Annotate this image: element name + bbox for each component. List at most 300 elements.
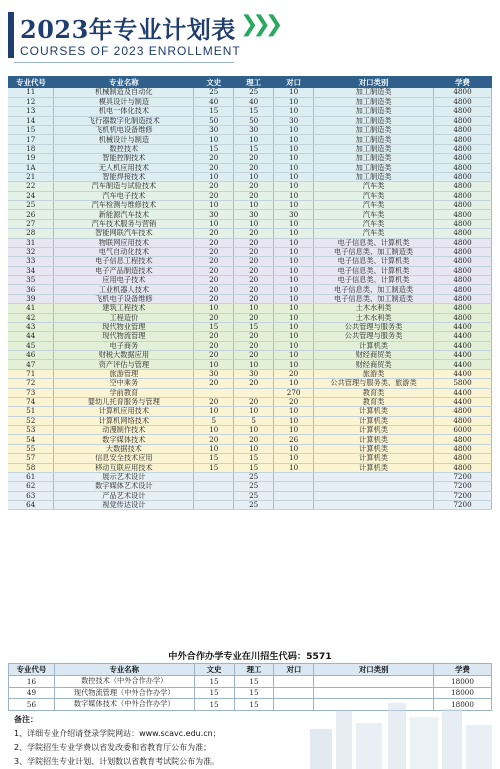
table-cell: 52 [8, 416, 54, 425]
table-cell: 30 [194, 369, 234, 378]
table-row [8, 182, 492, 191]
table-cell: 10 [274, 351, 314, 360]
table-cell: 71 [8, 369, 54, 378]
table-cell [274, 472, 314, 481]
table-cell: 44 [8, 332, 54, 341]
table-cell: 无人机应用技术 [54, 163, 194, 172]
table-cell: 10 [274, 341, 314, 350]
table-cell: 10 [194, 426, 234, 435]
table-cell: 10 [194, 172, 234, 181]
table-cell: 10 [274, 322, 314, 331]
table-cell: 4800 [434, 247, 492, 256]
table-cell: 教育类 [314, 397, 434, 406]
table-cell: 20 [234, 332, 274, 341]
table-cell: 1A [8, 163, 54, 172]
table-cell: 4800 [434, 435, 492, 444]
table-cell: 15 [234, 107, 274, 116]
table-cell: 15 [234, 463, 274, 472]
table-cell [314, 687, 434, 699]
table-cell: 45 [8, 341, 54, 350]
table-cell: 7200 [434, 491, 492, 500]
table-cell: 20 [194, 276, 234, 285]
table-row [8, 238, 492, 247]
table-cell: 14 [8, 116, 54, 125]
table-cell: 16 [9, 676, 55, 688]
table-cell: 20 [234, 351, 274, 360]
table-cell [314, 501, 434, 510]
table-cell: 4800 [434, 107, 492, 116]
table-cell: 加工制造类 [314, 172, 434, 181]
table-cell: 数字媒体艺术设计 [54, 482, 194, 491]
table-cell: 展示艺术设计 [54, 472, 194, 481]
table-cell: 20 [234, 154, 274, 163]
table-cell: 电子信息类、计算机类 [314, 266, 434, 275]
table-cell: 4800 [434, 294, 492, 303]
table-cell: 20 [194, 229, 234, 238]
note-item: 2、学院招生专业学费以省发改委和省教育厅公布为准； [14, 743, 212, 752]
table-cell: 汽车类 [314, 191, 434, 200]
table-cell: 飞机电子设备维修 [54, 294, 194, 303]
title-divider [14, 62, 234, 63]
table-cell [234, 388, 274, 397]
table-cell: 4800 [434, 416, 492, 425]
table-cell: 汽车制造与试验技术 [54, 182, 194, 191]
table-cell: 12 [8, 97, 54, 106]
table-cell: 飞机机电设备维修 [54, 126, 194, 135]
table-cell: 10 [234, 426, 274, 435]
table-cell: 旅游类 [314, 369, 434, 378]
table-cell: 10 [274, 416, 314, 425]
table-cell: 26 [274, 435, 314, 444]
table-row [8, 201, 492, 210]
table-cell: 13 [8, 107, 54, 116]
table-cell: 10 [274, 257, 314, 266]
table-cell: 公共管理与服务类、旅游类 [314, 379, 434, 388]
table-row [8, 388, 492, 397]
table-row [8, 369, 492, 378]
table-cell: 25 [234, 472, 274, 481]
table-cell: 加工制造类 [314, 126, 434, 135]
table-cell: 20 [274, 369, 314, 378]
table-cell: 18 [8, 144, 54, 153]
table-cell: 10 [234, 444, 274, 453]
table-cell: 4800 [434, 304, 492, 313]
table-cell: 10 [234, 219, 274, 228]
table-cell: 18000 [434, 676, 492, 688]
table-cell: 计算机应用技术 [54, 407, 194, 416]
table-cell: 15 [234, 144, 274, 153]
table-cell: 30 [194, 126, 234, 135]
table-cell: 10 [274, 219, 314, 228]
table-cell: 55 [8, 444, 54, 453]
table-cell: 4800 [434, 88, 492, 97]
table-cell: 智能焊接技术 [54, 172, 194, 181]
table-cell: 47 [8, 360, 54, 369]
table-cell: 10 [274, 463, 314, 472]
table-cell: 20 [194, 238, 234, 247]
table-cell: 公共管理与服务类 [314, 332, 434, 341]
table-row [8, 379, 492, 388]
table-cell: 30 [194, 210, 234, 219]
table-cell: 智能控制技术 [54, 154, 194, 163]
table-cell: 20 [194, 332, 234, 341]
table-cell: 10 [274, 276, 314, 285]
table-cell: 机械制造及自动化 [54, 88, 194, 97]
table-cell: 4800 [434, 210, 492, 219]
table-cell [274, 676, 314, 688]
table-cell: 4800 [434, 229, 492, 238]
table-cell: 4800 [434, 135, 492, 144]
table-cell: 电子信息工程技术 [54, 257, 194, 266]
table-row [8, 135, 492, 144]
table-cell: 20 [194, 313, 234, 322]
table-cell: 汽车类 [314, 182, 434, 191]
table-cell: 土木水利类 [314, 304, 434, 313]
table-cell: 电子信息类、加工制造类 [314, 247, 434, 256]
table-cell: 53 [8, 426, 54, 435]
table-cell [274, 687, 314, 699]
table-cell: 72 [8, 379, 54, 388]
table-cell: 5 [194, 416, 234, 425]
table-cell: 54 [8, 435, 54, 444]
coop-header-row [9, 664, 492, 676]
table-cell: 数控技术 [54, 144, 194, 153]
table-cell: 4800 [434, 219, 492, 228]
table-cell: 教育类 [314, 388, 434, 397]
column-header: 专业代号 [8, 76, 54, 88]
table-row [8, 482, 492, 491]
table-cell: 10 [274, 126, 314, 135]
coop-section-title: 中外合作办学专业在川招生代码：5571 [168, 651, 332, 662]
table-cell: 工业机器人技术 [54, 285, 194, 294]
table-cell: 41 [8, 304, 54, 313]
table-cell: 10 [274, 247, 314, 256]
table-cell: 4800 [434, 313, 492, 322]
table-cell [274, 501, 314, 510]
table-cell: 模具设计与制造 [54, 97, 194, 106]
table-cell: 视觉传达设计 [54, 501, 194, 510]
table-cell: 10 [194, 304, 234, 313]
table-cell: 移动互联应用技术 [54, 463, 194, 472]
table-cell [194, 388, 234, 397]
table-cell: 6000 [434, 426, 492, 435]
table-cell: 20 [234, 238, 274, 247]
column-header: 专业代号 [9, 664, 55, 676]
table-cell: 15 [194, 144, 234, 153]
table-cell: 汽车类 [314, 201, 434, 210]
table-cell [194, 472, 234, 481]
table-cell: 20 [234, 397, 274, 406]
table-cell: 15 [8, 126, 54, 135]
table-cell: 10 [274, 266, 314, 275]
table-cell: 应用电子技术 [54, 276, 194, 285]
table-cell: 50 [194, 116, 234, 125]
table-row [9, 676, 492, 688]
table-cell: 10 [194, 219, 234, 228]
table-row [8, 144, 492, 153]
table-cell: 产品艺术设计 [54, 491, 194, 500]
table-cell: 4800 [434, 463, 492, 472]
table-cell: 4800 [434, 172, 492, 181]
table-cell: 4400 [434, 360, 492, 369]
table-cell: 建筑工程技术 [54, 304, 194, 313]
table-cell: 30 [234, 210, 274, 219]
table-cell: 电子信息类、加工制造类 [314, 285, 434, 294]
table-cell: 10 [194, 407, 234, 416]
table-row [8, 397, 492, 406]
table-cell: 31 [8, 238, 54, 247]
table-cell: 10 [274, 444, 314, 453]
table-cell: 42 [8, 313, 54, 322]
table-cell: 机电一体化技术 [54, 107, 194, 116]
table-row [8, 191, 492, 200]
table-cell: 4800 [434, 182, 492, 191]
table-cell: 33 [8, 257, 54, 266]
table-cell: 74 [8, 397, 54, 406]
table-cell: 20 [194, 191, 234, 200]
table-cell: 25 [194, 88, 234, 97]
table-cell: 20 [234, 191, 274, 200]
table-row [8, 116, 492, 125]
table-cell: 10 [234, 172, 274, 181]
table-cell: 20 [194, 341, 234, 350]
table-cell: 7200 [434, 482, 492, 491]
table-cell: 10 [274, 88, 314, 97]
table-cell: 20 [194, 435, 234, 444]
table-row [8, 313, 492, 322]
table-cell: 汽车类 [314, 210, 434, 219]
table-cell: 15 [194, 322, 234, 331]
table-cell: 20 [234, 313, 274, 322]
table-cell: 财经商贸类 [314, 360, 434, 369]
table-cell: 25 [234, 482, 274, 491]
table-cell: 4800 [434, 238, 492, 247]
table-cell: 物联网应用技术 [54, 238, 194, 247]
table-cell: 4800 [434, 266, 492, 275]
table-cell: 15 [234, 454, 274, 463]
table-cell: 学前教育 [54, 388, 194, 397]
table-row [8, 172, 492, 181]
table-cell: 10 [194, 444, 234, 453]
table-cell: 61 [8, 472, 54, 481]
city-skyline-decoration [300, 700, 500, 769]
table-cell: 4400 [434, 351, 492, 360]
table-cell: 20 [234, 266, 274, 275]
table-cell: 10 [274, 360, 314, 369]
table-cell: 计算机类 [314, 435, 434, 444]
table-cell: 4800 [434, 276, 492, 285]
table-cell [194, 491, 234, 500]
column-header: 对口类别 [314, 76, 434, 88]
table-cell: 动漫制作技术 [54, 426, 194, 435]
table-cell: 10 [274, 172, 314, 181]
table-row [8, 88, 492, 97]
table-cell: 4800 [434, 257, 492, 266]
table-cell: 10 [234, 201, 274, 210]
column-header: 对口 [274, 664, 314, 676]
table-cell: 34 [8, 266, 54, 275]
table-cell: 4800 [434, 191, 492, 200]
table-cell [194, 501, 234, 510]
table-row [8, 266, 492, 275]
table-cell: 公共管理与服务类 [314, 322, 434, 331]
table-cell: 7200 [434, 501, 492, 510]
table-cell: 信息安全技术应用 [54, 454, 194, 463]
table-cell: 20 [194, 294, 234, 303]
table-cell: 40 [194, 97, 234, 106]
table-cell: 电子信息类、加工制造类 [314, 294, 434, 303]
table-cell: 4800 [434, 154, 492, 163]
table-cell: 20 [234, 435, 274, 444]
table-cell: 10 [274, 182, 314, 191]
table-cell: 机械设计与制造 [54, 135, 194, 144]
column-header: 学费 [434, 664, 492, 676]
table-cell: 10 [274, 163, 314, 172]
table-cell: 30 [274, 116, 314, 125]
column-header: 对口 [274, 76, 314, 88]
double-chevron-icon: ❯❯❯ [240, 12, 278, 37]
table-cell: 10 [234, 360, 274, 369]
table-cell: 21 [8, 172, 54, 181]
table-cell: 4400 [434, 397, 492, 406]
table-row [8, 407, 492, 416]
table-cell: 32 [8, 247, 54, 256]
table-cell: 50 [234, 116, 274, 125]
table-cell: 飞行器数字化制造技术 [54, 116, 194, 125]
table-cell: 数字媒体技术 [54, 435, 194, 444]
table-cell: 10 [274, 379, 314, 388]
table-cell: 20 [234, 247, 274, 256]
table-cell: 计算机类 [314, 454, 434, 463]
table-row [8, 97, 492, 106]
table-row [8, 332, 492, 341]
table-cell: 17 [8, 135, 54, 144]
table-cell: 汽车技术服务与营销 [54, 219, 194, 228]
table-cell: 7200 [434, 472, 492, 481]
table-cell: 4400 [434, 369, 492, 378]
notes-block [14, 713, 221, 769]
table-cell: 加工制造类 [314, 163, 434, 172]
table-cell: 加工制造类 [314, 107, 434, 116]
table-cell: 10 [274, 97, 314, 106]
table-cell: 64 [8, 501, 54, 510]
table-cell: 10 [234, 407, 274, 416]
table-row [8, 463, 492, 472]
table-cell [314, 482, 434, 491]
table-cell: 20 [194, 163, 234, 172]
table-cell: 62 [8, 482, 54, 491]
table-cell: 20 [194, 247, 234, 256]
table-row [8, 491, 492, 500]
table-cell: 计算机类 [314, 416, 434, 425]
table-cell: 现代物流管理 [54, 332, 194, 341]
table-cell: 4400 [434, 332, 492, 341]
table-cell: 数字媒体技术（中外合作办学） [54, 699, 194, 711]
table-cell: 26 [8, 210, 54, 219]
table-header-row [8, 76, 492, 88]
column-header: 对口类别 [314, 664, 434, 676]
title-accent-bar [8, 12, 14, 58]
table-cell: 10 [274, 294, 314, 303]
table-cell: 39 [8, 294, 54, 303]
table-cell: 4800 [434, 116, 492, 125]
table-cell: 10 [194, 201, 234, 210]
enrollment-table [8, 76, 492, 510]
table-cell: 30 [274, 210, 314, 219]
table-cell: 旅游管理 [54, 369, 194, 378]
table-cell: 270 [274, 388, 314, 397]
table-cell: 电气自动化技术 [54, 247, 194, 256]
table-cell: 电子产品制造技术 [54, 266, 194, 275]
table-cell: 计算机类 [314, 426, 434, 435]
table-cell: 35 [8, 276, 54, 285]
table-cell: 4800 [434, 454, 492, 463]
table-cell: 10 [274, 304, 314, 313]
table-cell: 10 [234, 304, 274, 313]
table-cell: 计算机类 [314, 444, 434, 453]
table-cell: 10 [274, 154, 314, 163]
table-cell: 10 [274, 426, 314, 435]
table-cell: 20 [194, 351, 234, 360]
column-header: 专业名称 [54, 664, 194, 676]
table-row [8, 472, 492, 481]
table-cell: 现代物流管理（中外合作办学） [54, 687, 194, 699]
table-row [8, 219, 492, 228]
table-cell: 10 [274, 313, 314, 322]
table-cell: 4800 [434, 163, 492, 172]
table-cell: 10 [274, 144, 314, 153]
table-cell: 4800 [434, 285, 492, 294]
table-cell: 73 [8, 388, 54, 397]
table-cell: 10 [274, 285, 314, 294]
table-cell: 18000 [434, 687, 492, 699]
table-cell: 4400 [434, 341, 492, 350]
table-cell: 汽车电子技术 [54, 191, 194, 200]
table-cell: 58 [8, 463, 54, 472]
table-cell: 20 [234, 285, 274, 294]
table-cell: 土木水利类 [314, 313, 434, 322]
table-cell: 新能源汽车技术 [54, 210, 194, 219]
notes-title: 备注： [14, 715, 38, 724]
table-cell: 20 [194, 257, 234, 266]
table-cell [274, 491, 314, 500]
table-row [8, 444, 492, 453]
table-cell: 10 [274, 191, 314, 200]
table-cell: 63 [8, 491, 54, 500]
table-cell: 56 [9, 699, 55, 711]
table-cell: 现代物业管理 [54, 322, 194, 331]
table-cell: 20 [234, 182, 274, 191]
table-cell: 15 [234, 687, 274, 699]
table-cell: 40 [234, 97, 274, 106]
table-cell: 20 [234, 276, 274, 285]
table-cell: 10 [274, 332, 314, 341]
table-cell: 空中乘务 [54, 379, 194, 388]
table-cell [274, 482, 314, 491]
table-cell: 11 [8, 88, 54, 97]
table-cell: 15 [194, 676, 234, 688]
table-cell: 15 [194, 107, 234, 116]
table-cell: 57 [8, 454, 54, 463]
table-cell: 25 [8, 201, 54, 210]
table-row [8, 501, 492, 510]
column-header: 理工 [234, 76, 274, 88]
table-cell: 10 [274, 229, 314, 238]
table-cell: 15 [194, 454, 234, 463]
table-cell: 10 [234, 135, 274, 144]
column-header: 学费 [434, 76, 492, 88]
table-cell: 49 [9, 687, 55, 699]
